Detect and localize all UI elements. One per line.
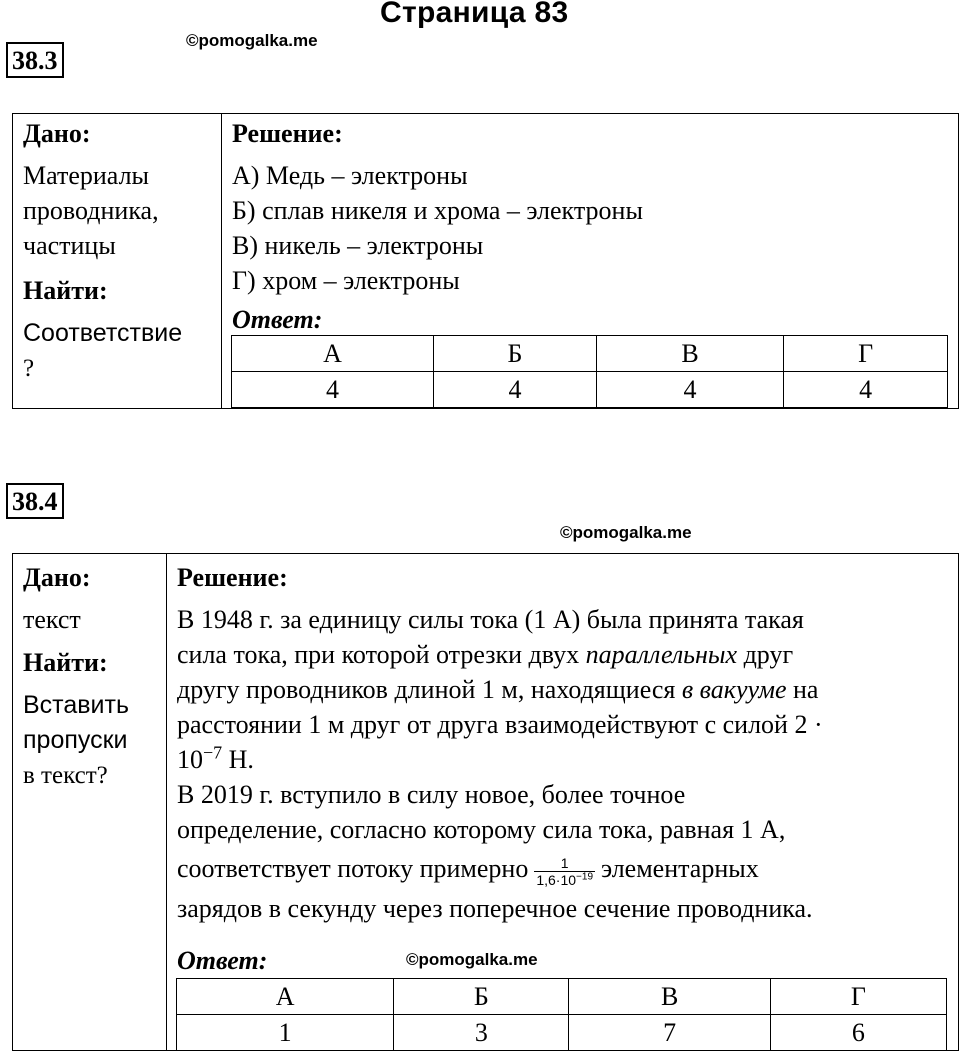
- text-line: В 1948 г. за единицу силы тока (1 А) была принята такая: [177, 605, 804, 634]
- text-line: расстоянии 1 м друг от друга взаимодействуют с силой 2 ·: [177, 710, 823, 739]
- find-label: Найти:: [23, 276, 108, 305]
- given-line: проводника,: [23, 196, 159, 225]
- given-line: текст: [23, 605, 81, 634]
- answer-value: 3: [394, 1015, 569, 1051]
- solution-line: В) никель – электроны: [232, 231, 484, 260]
- answer-header: Г: [770, 979, 946, 1015]
- text-line: соответствует потоку примерно $\frac{1}{1,6\cdot 10^{-19}}$ элементарных: [177, 854, 759, 888]
- find-line: Вставить: [23, 691, 129, 719]
- given-line: Материалы: [23, 161, 150, 190]
- text-line: другу проводников длиной 1 м, находящиеся в вакууме на: [177, 675, 819, 704]
- find-line: ?: [23, 355, 35, 382]
- answer-value: 4: [434, 372, 597, 408]
- given-label: Дано:: [23, 563, 91, 592]
- answer-label: Ответ:: [232, 305, 323, 334]
- problem-number: 38.3: [6, 42, 64, 78]
- solution-line: Г) хром – электроны: [232, 266, 460, 295]
- find-line: в текст?: [23, 762, 108, 789]
- answer-table: [231, 335, 948, 408]
- answer-header-row: [177, 979, 947, 1015]
- answer-header: А: [232, 336, 434, 372]
- watermark: ©pomogalka.me: [406, 950, 538, 969]
- answer-label: Ответ:: [177, 946, 268, 975]
- answer-value: 6: [770, 1015, 946, 1051]
- answer-value: 4: [784, 372, 948, 408]
- watermark: ©pomogalka.me: [186, 31, 318, 50]
- watermark: ©pomogalka.me: [560, 523, 692, 542]
- given-label: Дано:: [23, 119, 91, 148]
- given-section: [23, 116, 91, 151]
- answer-value-row: [177, 1015, 947, 1051]
- answer-header: В: [596, 336, 783, 372]
- answer-header: Б: [434, 336, 597, 372]
- text-line: $10^{-7}$ Н.: [177, 742, 254, 774]
- column-divider: [166, 553, 167, 1051]
- text-line: сила тока, при которой отрезки двух параллельных друг: [177, 640, 794, 669]
- answer-header: Б: [394, 979, 569, 1015]
- answer-value: 7: [569, 1015, 771, 1051]
- given-lines: [23, 158, 159, 263]
- answer-header: Г: [784, 336, 948, 372]
- column-divider: [221, 113, 222, 409]
- find-line: пропуски: [23, 726, 128, 754]
- answer-header-row: [232, 336, 948, 372]
- text-line: определение, согласно которому сила тока, равная 1 А,: [177, 815, 786, 844]
- find-line: Соответствие: [23, 319, 183, 347]
- answer-value: 4: [596, 372, 783, 408]
- answer-value: 4: [232, 372, 434, 408]
- solution-line: А) Медь – электроны: [232, 161, 468, 190]
- text-line: зарядов в секунду через поперечное сечение проводника.: [177, 894, 813, 923]
- page-title: Страница 83: [380, 0, 569, 29]
- answer-value: 1: [177, 1015, 394, 1051]
- answer-header: А: [177, 979, 394, 1015]
- text-line: В 2019 г. вступило в силу новое, более точное: [177, 780, 686, 809]
- find-lines: [23, 316, 182, 386]
- find-lines: [23, 688, 129, 793]
- problem-number: 38.4: [6, 483, 64, 519]
- solution-label: Решение:: [232, 119, 343, 148]
- solution-label: Решение:: [177, 563, 288, 592]
- solution-line: Б) сплав никеля и хрома – электроны: [232, 196, 643, 225]
- answer-header: В: [569, 979, 771, 1015]
- solution-text: [177, 602, 957, 926]
- answer-value-row: [232, 372, 948, 408]
- find-label: Найти:: [23, 648, 108, 677]
- given-line: частицы: [23, 231, 116, 260]
- solution-lines: [232, 158, 643, 298]
- fraction: $\frac{1}{1,6\cdot 10^{-19}}$: [536, 854, 594, 888]
- answer-table: [176, 978, 947, 1051]
